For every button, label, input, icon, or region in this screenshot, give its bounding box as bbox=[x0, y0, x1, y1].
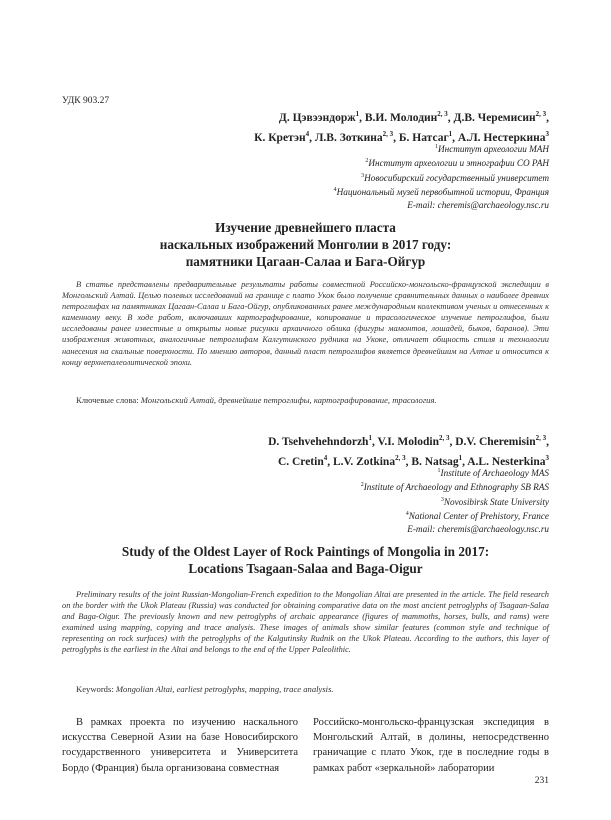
keywords-label: Ключевые слова: bbox=[76, 395, 139, 405]
body-column-left: В рамках проекта по изучению наскального искусства Северной Азии на базе Новосибирского государственного университета и Университета Бордо (Франция) была организована совместная bbox=[62, 717, 298, 774]
author: D.V. Cheremisin$^{2, 3}$, bbox=[455, 434, 549, 448]
affiliation: $^3$Novosibirsk State University bbox=[440, 496, 549, 507]
author: Л.В. Зоткина$^{2, 3}$, bbox=[314, 129, 399, 144]
ru-authors bbox=[254, 106, 549, 146]
keywords-text: Mongolian Altai, earliest petroglyphs, mapping, trace analysis. bbox=[115, 684, 334, 694]
affiliation: $^1$Институт археологии МАН bbox=[435, 144, 549, 155]
author: B. Natsag$^1$, bbox=[411, 453, 468, 468]
affiliation: $^4$Национальный музей первобытной истории, Франция bbox=[333, 187, 549, 198]
affiliation: $^4$National Center of Prehistory, France bbox=[405, 511, 549, 522]
title-line: Locations Tsagaan-Salaa and Baga-Oigur bbox=[188, 561, 423, 576]
author: Б. Натсаг$^1$, bbox=[398, 129, 458, 144]
en-keywords bbox=[76, 684, 549, 695]
email: E-mail: cheremis@archaeology.nsc.ru bbox=[407, 523, 549, 534]
keywords-text: Монгольский Алтай, древнейшие петроглифы, картографирование, трасология. bbox=[140, 395, 437, 405]
keywords-label: Keywords: bbox=[76, 684, 114, 694]
email: E-mail: cheremis@archaeology.nsc.ru bbox=[407, 199, 549, 210]
ru-affiliations bbox=[334, 141, 549, 211]
affiliation: $^3$Новосибирский государственный университет bbox=[361, 172, 549, 183]
ru-authors-line-1 bbox=[254, 106, 549, 126]
body-column-right: Российско-монгольско-французская экспедиция в Монгольский Алтай, в долины, непосредственно граничащие с плато Укок, где в последние годы в рамках работ «зеркальной» лаборатории bbox=[313, 717, 549, 774]
title-line: Study of the Oldest Layer of Rock Paintings of Mongolia in 2017: bbox=[121, 544, 490, 559]
author: Д. Цэвээндорж$^1$, bbox=[278, 110, 365, 124]
ru-keywords bbox=[76, 395, 549, 406]
author: А.Л. Нестеркина$^3$ bbox=[457, 129, 549, 144]
page-number: 231 bbox=[534, 776, 549, 786]
affiliation: $^1$Institute of Archaeology MAS bbox=[437, 468, 549, 479]
author: D. Tsehvehehndorzh$^1$, bbox=[268, 434, 378, 448]
title-line: Изучение древнейшего пласта bbox=[215, 220, 396, 235]
title-line: наскальных изображений Монголии в 2017 году: bbox=[159, 237, 452, 252]
author: A.L. Nesterkina$^3$ bbox=[467, 453, 549, 468]
ru-abstract: В статье представлены предварительные результаты работы совместной Российско-монгольско-французской экспедиции в Монгольский Алтай. Целью полевых исследований на границе с плато Укок было получение сравнительных данных о наиболее древних петроглифах на памятниках Цагаан-Салаа и Бага-Ойгур, опубликованных ранее международным коллективом ученых и отнесенных к каменному веку. В ходе работ, включавших картографирование, копирование и трасологическое изучение петроглифов, были исследованы ранее известные и открыты новые рисунки архаичного облика (фигуры мамонтов, лошадей, быков, баранов). Эти изображения животных, аналогичные петроглифам Калгутинского рудника на Укоке, отличает общность стиля и технологии нанесения на скальные поверхности. По мнению авторов, данный пласт петроглифов является древнейшим на Алтае и относится к концу верхнепалеолитической эпохи. bbox=[62, 280, 549, 367]
ru-title bbox=[62, 219, 549, 270]
author: L.V. Zotkina$^{2, 3}$, bbox=[332, 453, 412, 468]
author: Д.В. Черемисин$^{2, 3}$, bbox=[453, 110, 549, 124]
en-authors bbox=[268, 430, 549, 470]
author: К. Кретэн$^4$, bbox=[254, 129, 315, 144]
en-affiliations bbox=[361, 465, 549, 535]
en-abstract: Preliminary results of the joint Russian-Mongolian-French expedition to the Mongolian Altai are presented in the article. The field research on the border with the Ukok Plateau (Russia) was conducted for obtaining comparative data on the most ancient petroglyphs of Tsagaan-Salaa and Baga-Oigur. The previously known and new petroglyphs of archaic appearance (figures of mammoths, horses, bulls, and rams) were examined using mapping, copying and trace analysis. These images of animals show similar features (common style and technique of representing on rock surfaces) with the petroglyphs of the Kalgutinsky Rudnik on the Ukok Plateau. According to the authors, this layer of petroglyphs is the earliest in the Altai and belongs to the end of the Upper Paleolithic. bbox=[62, 590, 549, 655]
en-title bbox=[62, 543, 549, 577]
affiliation: $^2$Институт археологии и этнографии СО РАН bbox=[365, 158, 549, 169]
title-line: памятники Цагаан-Салаа и Бага-Ойгур bbox=[185, 254, 426, 269]
en-authors-line-1 bbox=[268, 430, 549, 450]
author: V.I. Molodin$^{2, 3}$, bbox=[377, 434, 456, 448]
author: В.И. Молодин$^{2, 3}$, bbox=[364, 110, 454, 124]
udk-code: УДК 903.27 bbox=[62, 96, 110, 106]
affiliation: $^2$Institute of Archaeology and Ethnography SB RAS bbox=[360, 482, 549, 493]
author: C. Cretin$^4$, bbox=[277, 453, 333, 468]
